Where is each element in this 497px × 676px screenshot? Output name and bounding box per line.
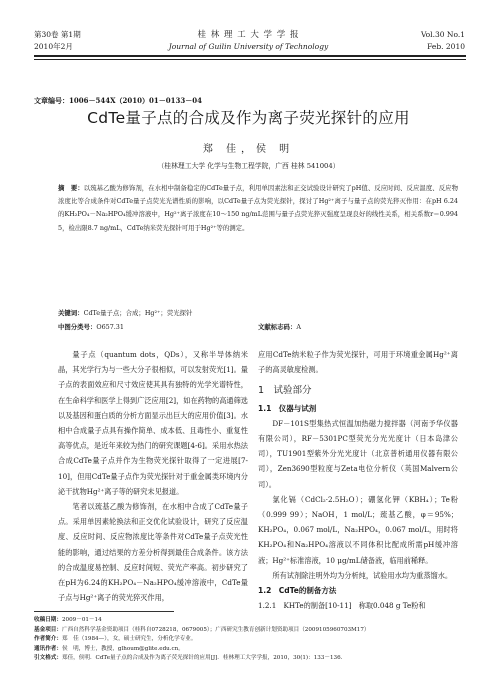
header-rule-thin — [34, 59, 466, 60]
journal-name-en: Journal of Guilin University of Technology — [168, 42, 329, 51]
journal-name-cn: 桂 林 理 工 大 学 学 报 — [197, 30, 300, 40]
volume-issue-en: Vol.30 No.1 — [420, 30, 465, 39]
doc-code-label: 文献标志码： — [258, 323, 297, 331]
reagents-note-paragraph: 所有试剂除注明外均为分析纯，试验用水均为重蒸馏水。 — [272, 570, 453, 580]
intro-paragraph-1: 量子点（quantum dots，QDs），又称半导体纳米晶，其光学行为与一些大分子很相似，可以发射荧光[1]。量子点的表面效应和尺寸效应使其具有独特的光学光谱特性，在生命科学和医学上得到广泛应用[2]，如在药物的高通筛选以及基因和蛋白质的分析方面显示出巨大的应用价值[3]。水相中合成量子点具有操作简单、成本低、且毒性小、重复性高等优点，是近年来较为热门的研究课题[4-6]。采用水热法合成CdTe量子点并作为生物荧光探针取得了一定进展[7-10]，但用CdTe量子点作为荧光探针对于重金属类环境内分泌干扰物Hg²⁺离子等的研究未见报道。 — [58, 350, 248, 496]
doc-code-text: A — [296, 323, 301, 331]
keywords — [58, 308, 192, 317]
keywords-text: CdTe量子点；合成；Hg²⁺；荧光探针 — [83, 309, 193, 317]
paper-title: CdTe量子点的合成及作为离子荧光探针的应用 — [87, 109, 410, 127]
article-number: 文章编号：1006－544X（2010）01－0133－04 — [34, 96, 202, 105]
classification-number — [58, 322, 124, 331]
classification-text: O657.31 — [96, 323, 124, 331]
keywords-label: 关键词： — [58, 309, 84, 317]
footnote-author: 作者简介：郑 佳（1984—），女，硕士研究生，分析化学专业。 — [34, 636, 197, 643]
footnote-rule — [34, 611, 174, 612]
abstract-text: 以巯基乙酸为修饰剂，在水相中制备稳定的CdTe量子点，利用单因素法和正交试验设计研究了pH值、反应时间、反应温度、反应物浓度比等合成条件对CdTe量子点荧光光谱性质的影响，以CdTe量子点为荧光探针，探讨了Hg²⁺离子与量子点的荧光猝灭作用：在pH 6.24的KH₂PO₄－Na₂HPO₄缓冲溶液中，Hg²⁺离子浓度在10～150 ng/mL范围与量子点荧光猝灭强度呈现良好的线性关系，相关系数r＝0.994 5，检出限8.7 ng/mL，CdTe纳米荧光探针可用于Hg²⁺等的测定。 — [58, 184, 458, 232]
header-rule — [34, 55, 466, 57]
khte-preparation-paragraph: 1.2.1 KHTe的制备[10-11] 称取0.048 g Te粉和 — [258, 601, 426, 611]
footnotes — [34, 616, 474, 664]
footnote-corresponding: 通讯作者：侯 明，博士，教授，glhoum@glite.edu.cn。 — [34, 645, 184, 652]
authors: 郑 佳，侯 明 — [202, 144, 295, 155]
date-en: Feb. 2010 — [427, 42, 465, 51]
affiliation: （桂林理工大学 化学与生物工程学院，广西 桂林 541004） — [157, 162, 340, 170]
document-code — [258, 322, 301, 331]
footnote-fund: 基金项目：广西自然科学基金资助项目（桂科自0728218，0679005）；广西研究生教育创新计划资助项目（2009105960703M17） — [34, 626, 370, 633]
body-right-column — [258, 347, 458, 613]
subsection-heading-instruments: 1.1 仪器与试剂 — [258, 403, 317, 413]
reagents-paragraph: 氯化镉（CdCl₂·2.5H₂O）；硼氢化钾（KBH₄）；Te粉（0.999 99）；NaOH，1 mol/L；巯基乙酸，φ＝95%；KH₂PO₄，0.067 mol/L，Na₂HPO₄，0.067 mol/L，用时将KH₂PO₄和Na₂HPO₄溶液以不同体积比配成所需pH缓冲溶液；Hg²⁺标准溶液，10 μg/mL储备液，临用前稀释。 — [258, 494, 458, 565]
instruments-paragraph: DF－101S型集热式恒温加热磁力搅拌器（河南予华仪器有限公司），RF－5301PC型荧光分光光度计（日本岛津公司），TU1901型紫外分光光度计（北京普析通用仪器有限公司），Zen3690型粒度与Zeta电位分析仪（英国Malvern公司）。 — [258, 418, 458, 489]
section-heading-experimental: 1 试验部分 — [258, 385, 312, 397]
abstract-label: 摘 要： — [58, 184, 84, 192]
volume-issue-cn: 第30卷 第1期 — [34, 30, 81, 39]
subsection-heading-preparation: 1.2 CdTe的制备方法 — [258, 586, 337, 596]
classification-label: 中图分类号： — [58, 323, 97, 331]
footnote-citation: 引文格式：郑佳，侯明．CdTe量子点的合成及作为离子荧光探针的应用[J]．桂林理工大学学报，2010，30(1)：133－136. — [34, 655, 343, 662]
body-left-column — [58, 347, 248, 605]
abstract — [58, 182, 458, 235]
intro-paragraph-2: 笔者以巯基乙酸为修饰剂，在水相中合成了CdTe量子点。采用单因素轮换法和正交优化试验设计，研究了反应温度、反应时间、反应物浓度比等条件对CdTe量子点荧光性能的影响，通过结果的方差分析得到最佳合成条件。该方法的合成温度易控制、反应时间短、荧光产率高。初步研究了在pH为6.24的KH₂PO₄－Na₂HPO₄缓冲溶液中，CdTe量子点与Hg²⁺离子的荧光猝灭作用， — [58, 502, 248, 603]
intro-paragraph-3: 应用CdTe纳米粒子作为荧光探针，可用于环境重金属Hg²⁺离子的高灵敏度检测。 — [258, 350, 458, 375]
date-cn: 2010年2月 — [34, 42, 73, 51]
footnote-received: 收稿日期：2009－01－14 — [34, 617, 102, 623]
